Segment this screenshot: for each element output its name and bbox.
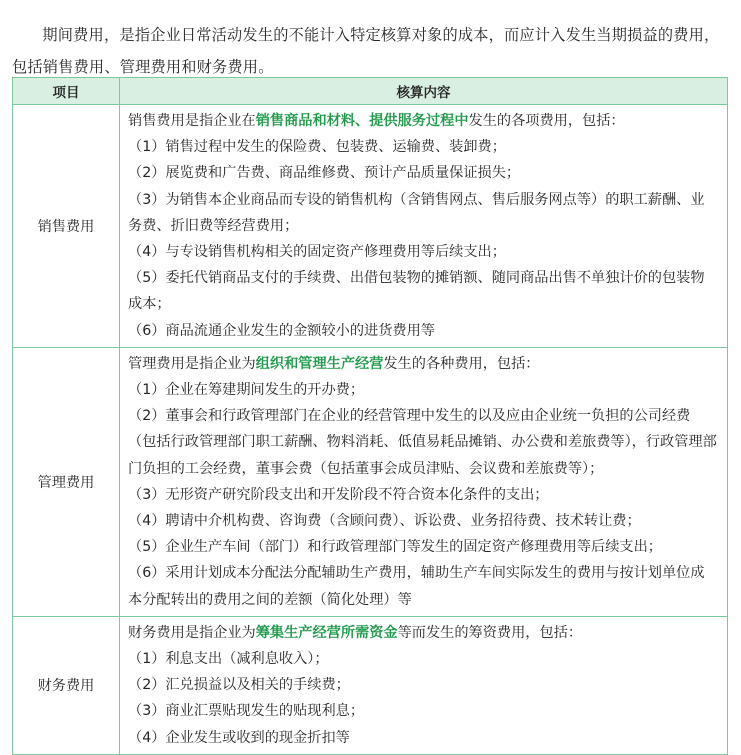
row-content bbox=[120, 105, 728, 348]
table-header-row bbox=[13, 78, 728, 105]
point-line: （3）商业汇票贴现发生的贴现利息； bbox=[128, 703, 365, 720]
header-item: 项目 bbox=[13, 78, 120, 105]
point-line: （1）利息支出（减利息收入）； bbox=[128, 651, 329, 668]
intro-paragraph: 期间费用，是指企业日常活动发生的不能计入特定核算对象的成本，而应计入发生当期损益的费用，包括销售费用、管理费用和财务费用。 bbox=[12, 26, 720, 77]
point-line: （2）展览费和广告费、商品维修费、预计产品质量保证损失； bbox=[128, 165, 521, 182]
lead-highlight: 组织和管理生产经营 bbox=[255, 355, 384, 372]
row-item-label: 财务费用 bbox=[13, 616, 120, 754]
lead-text: 管理费用是指企业为 bbox=[128, 355, 256, 372]
point-line: （5）企业生产车间（部门）和行政管理部门等发生的固定资产修理费用等后续支出； bbox=[128, 539, 662, 556]
point-line: （3）无形资产研究阶段支出和开发阶段不符合资本化条件的支出； bbox=[128, 486, 549, 503]
header-content: 核算内容 bbox=[120, 78, 728, 105]
lead-line bbox=[128, 351, 717, 377]
point-line: （1）销售过程中发生的保险费、包装费、运输费、装卸费； bbox=[128, 139, 506, 156]
lead-highlight: 销售商品和材料、提供服务过程中 bbox=[255, 113, 469, 129]
lead-line bbox=[128, 108, 717, 134]
point-line: （4）企业发生或收到的现金折扣等 bbox=[128, 729, 350, 746]
lead-text-after: 发生的各种费用，包括： bbox=[383, 355, 540, 372]
lead-text: 销售费用是指企业在 bbox=[128, 113, 256, 129]
lead-text-after: 等而发生的筹资费用，包括： bbox=[397, 624, 583, 641]
point-line: （1）企业在筹建期间发生的开办费； bbox=[128, 382, 365, 399]
lead-text-after: 发生的各项费用，包括： bbox=[468, 113, 625, 129]
table-row-sales bbox=[13, 105, 728, 348]
point-line: （3）为销售本企业商品而专设的销售机构（含销售网点、售后服务网点等）的职工薪酬、业务费、折旧费等经营费用； bbox=[128, 191, 705, 234]
row-item-label: 管理费用 bbox=[13, 347, 120, 616]
row-content bbox=[120, 616, 728, 754]
row-content bbox=[120, 347, 728, 616]
point-line: （6）商品流通企业发生的金额较小的进货费用等 bbox=[128, 322, 435, 339]
expense-table bbox=[12, 77, 728, 755]
table-row-finance bbox=[13, 616, 728, 754]
table-row-management bbox=[13, 347, 728, 616]
lead-line bbox=[128, 620, 717, 646]
point-line: （5）委托代销商品支付的手续费、出借包装物的摊销额、随同商品出售不单独计价的包装物成本； bbox=[128, 270, 705, 313]
lead-highlight: 筹集生产经营所需资金 bbox=[255, 624, 398, 641]
point-line: （4）与专设销售机构相关的固定资产修理费用等后续支出； bbox=[128, 244, 506, 261]
point-line: （2）董事会和行政管理部门在企业的经营管理中发生的以及应由企业统一负担的公司经费（包括行政管理部门职工薪酬、物料消耗、低值易耗品摊销、办公费和差旅费等），行政管理部门负担的工会经费，董事会费（包括董事会成员津贴、会议费和差旅费等）； bbox=[128, 408, 717, 477]
lead-text: 财务费用是指企业为 bbox=[128, 624, 256, 641]
point-line: （4）聘请中介机构费、咨询费（含顾问费）、诉讼费、业务招待费、技术转让费； bbox=[128, 513, 641, 530]
point-line: （2）汇兑损益以及相关的手续费； bbox=[128, 677, 350, 694]
row-item-label: 销售费用 bbox=[13, 105, 120, 348]
point-line: （6）采用计划成本分配法分配辅助生产费用，辅助生产车间实际发生的费用与按计划单位成本分配转出的费用之间的差额（简化处理）等 bbox=[128, 565, 705, 608]
